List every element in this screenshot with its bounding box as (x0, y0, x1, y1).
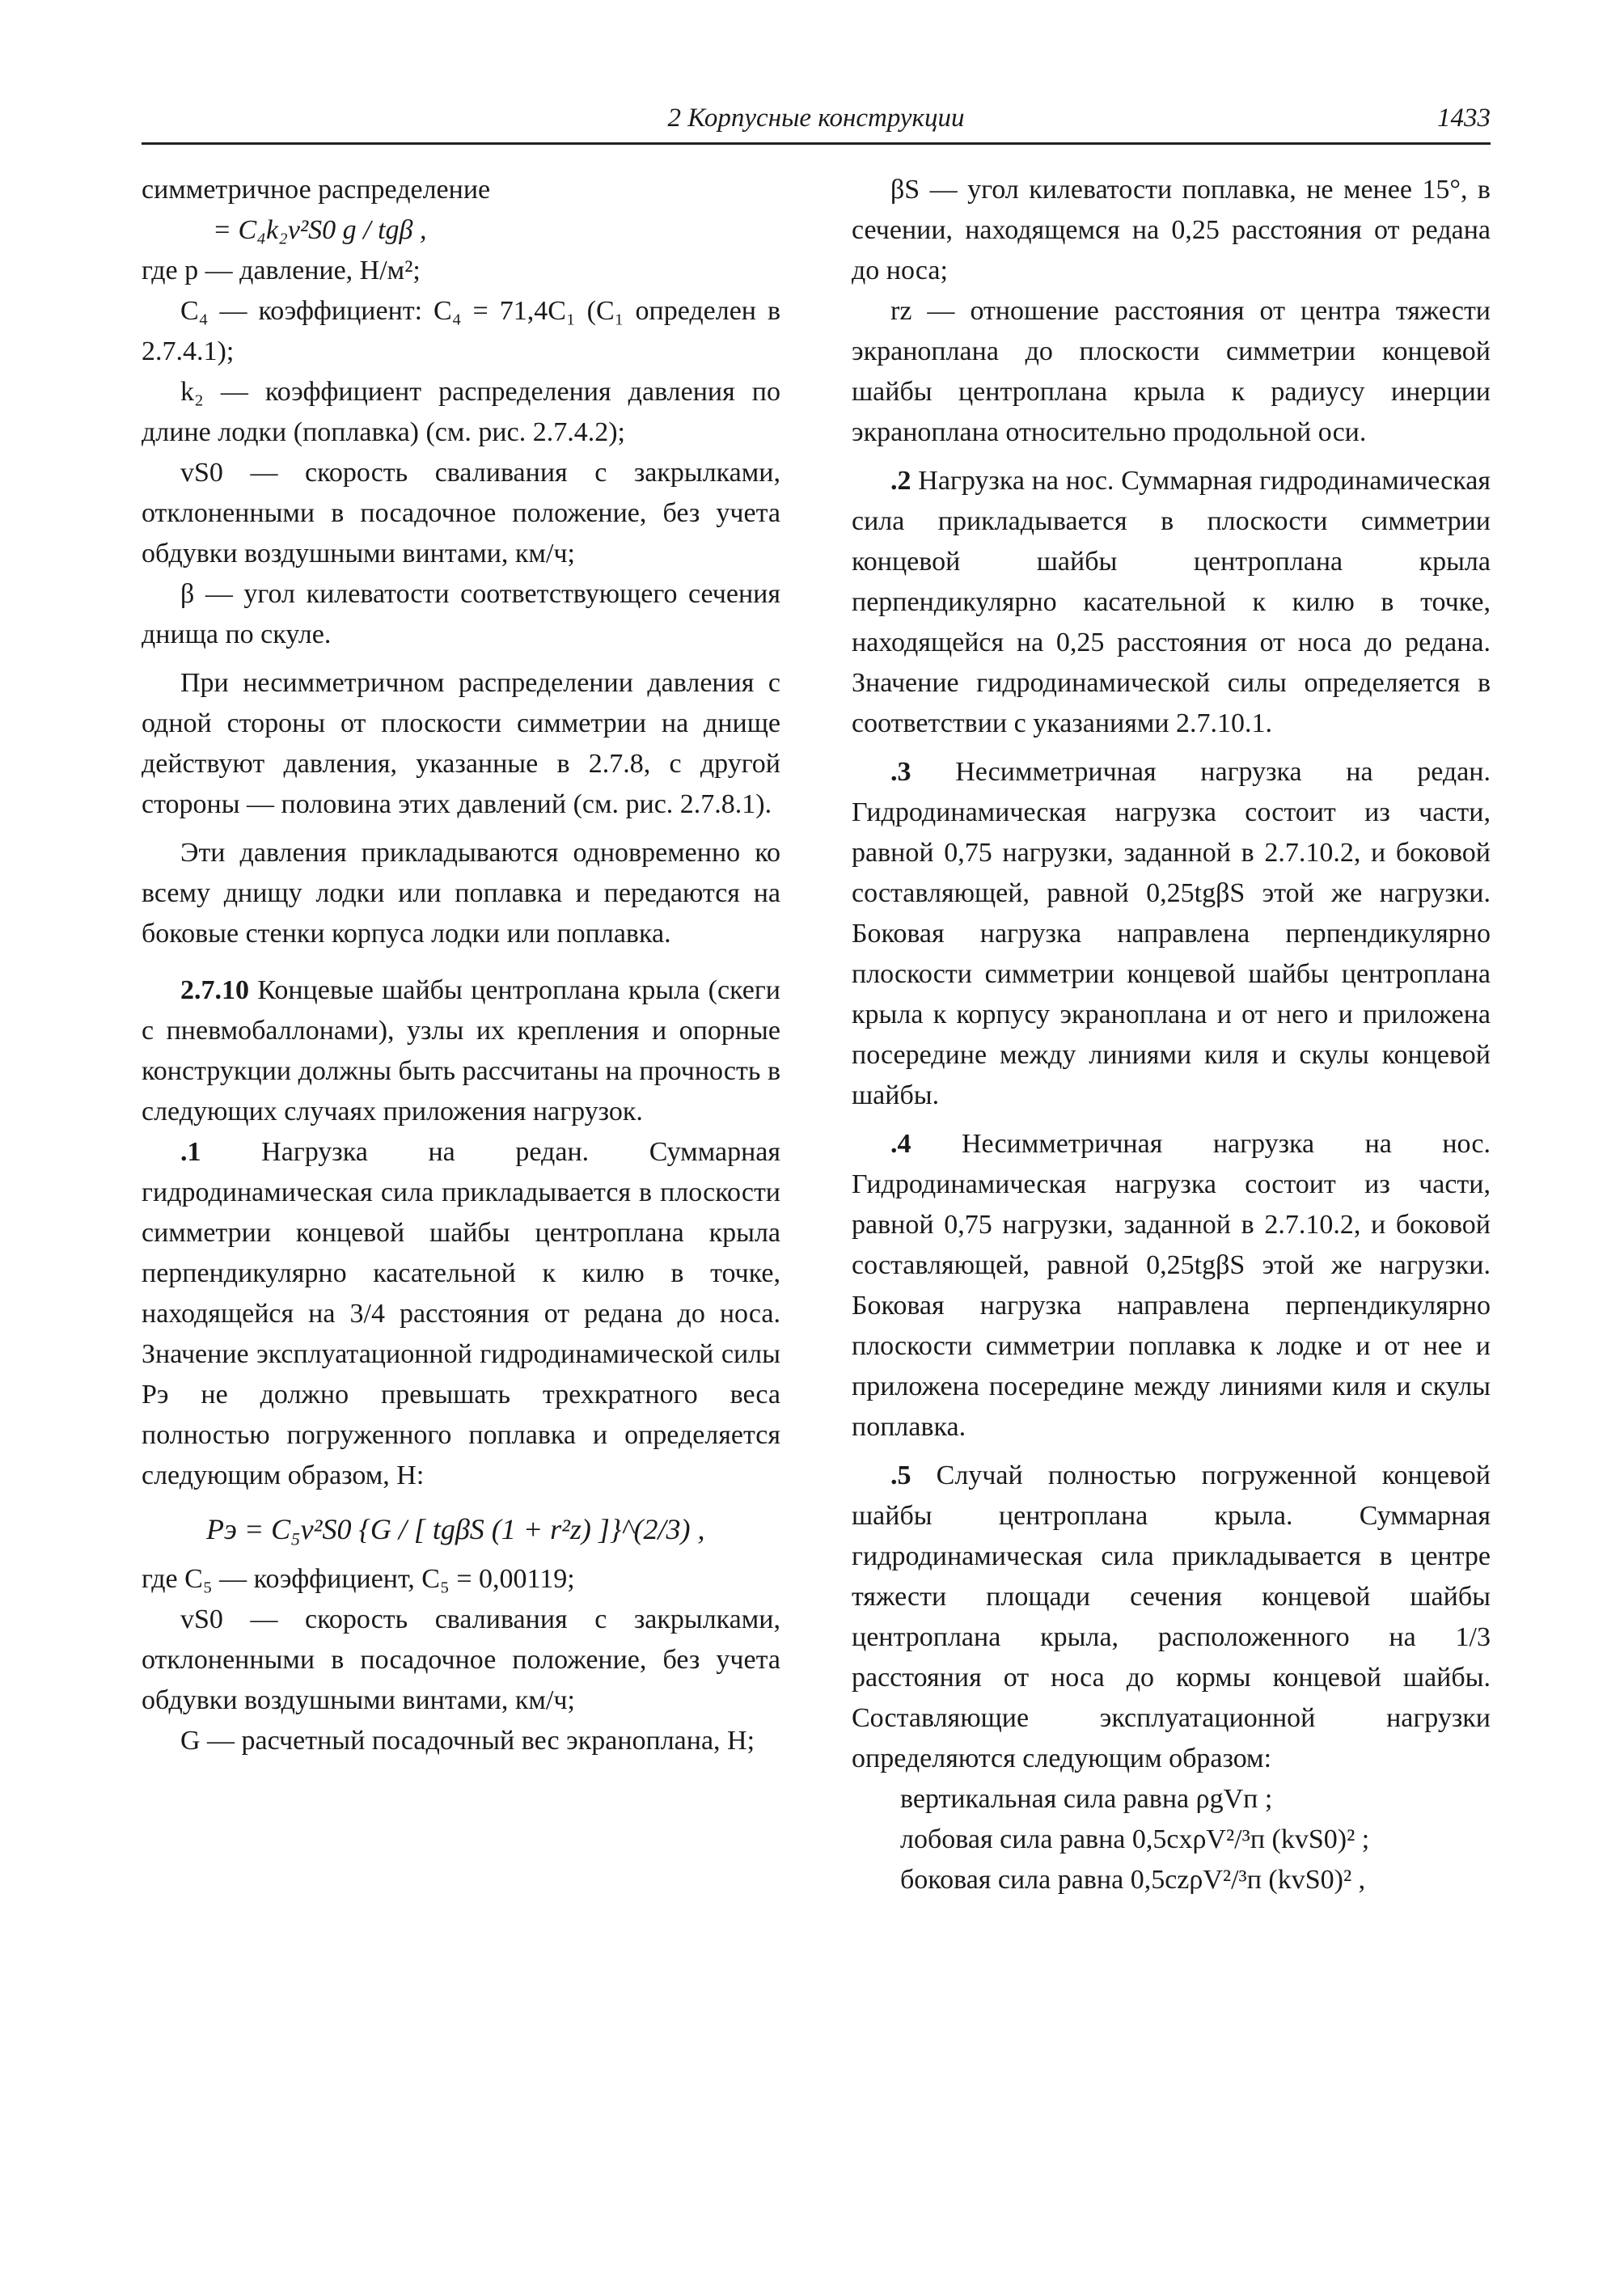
right-column (852, 170, 1491, 1900)
item-number: .5 (890, 1460, 911, 1490)
item-number: .3 (890, 757, 911, 787)
page-number: 1433 (1437, 104, 1491, 133)
item-number: .1 (180, 1137, 201, 1167)
formula-pressure: = C₄k₂v²S0 g / tgβ , (213, 215, 427, 245)
paragraph: C₄ — коэффициент: C₄ = 71,4C₁ (C₁ определен в 2.7.4.1); (142, 296, 780, 366)
vertical-force-line: вертикальная сила равна ρgVп ; (900, 1784, 1273, 1814)
paragraph: β — угол килеватости соответствующего сечения днища по скуле. (142, 579, 780, 649)
running-title: 2 Корпусные конструкции (667, 104, 965, 133)
paragraph: βS — угол килеватости поплавка, не менее 15°, в сечении, находящемся на 0,25 расстояния от редана до носа; (852, 175, 1491, 285)
paragraph: где p — давление, Н/м²; (142, 256, 421, 285)
paragraph: При несимметричном распределении давления с одной стороны от плоскости симметрии на днище действуют давления, указанные в 2.7.8, с другой стороны — половина этих давлений (см. рис. 2.7.8.1). (142, 668, 780, 819)
paragraph: vS0 — скорость сваливания с закрылками, отклоненными в посадочное положение, без учета обдувки воздушными винтами, км/ч; (142, 458, 780, 569)
paragraph: симметричное распределение (142, 175, 491, 205)
paragraph: vS0 — скорость сваливания с закрылками, отклоненными в посадочное положение, без учета обдувки воздушными винтами, км/ч; (142, 1604, 780, 1715)
item-4: .4 Несимметричная нагрузка на нос. Гидродинамическая нагрузка состоит из части, равной 0,75 нагрузки, заданной в 2.7.10.2, и боковой составляющей, равной 0,25tgβS этой же нагрузки. Боковая нагрузка направлена перпендикулярно плоскости симметрии поплавка к лодке и от нее и приложена посередине между линиями киля и скулы поплавка. (852, 1129, 1491, 1442)
item-number: .2 (890, 466, 911, 496)
page-header (142, 100, 1491, 145)
paragraph: k₂ — коэффициент распределения давления по длине лодки (поплавка) (см. рис. 2.7.4.2); (142, 377, 780, 447)
section-number: 2.7.10 (180, 975, 249, 1005)
side-force-line: боковая сила равна 0,5czρV²/³п (kvS0)² , (900, 1865, 1366, 1895)
item-number: .4 (890, 1129, 911, 1159)
paragraph: Эти давления прикладываются одновременно ко всему днищу лодки или поплавка и передаются на боковые стенки корпуса лодки или поплавка. (142, 838, 780, 949)
paragraph: G — расчетный посадочный вес экраноплана, Н; (180, 1726, 755, 1756)
left-column (142, 170, 780, 1761)
formula-hydrodynamic-force: Pэ = C₅v²S0 {G / [ tgβS (1 + r²z) ]}^(2/3) , (206, 1513, 705, 1545)
paragraph: где C₅ — коэффициент, C₅ = 0,00119; (142, 1564, 575, 1594)
section-2-7-10: 2.7.10 Концевые шайбы центроплана крыла (скеги с пневмобаллонами), узлы их крепления и опорные конструкции должны быть рассчитаны на прочность в следующих случаях приложения нагрузок. (142, 975, 780, 1126)
item-3: .3 Несимметричная нагрузка на редан. Гидродинамическая нагрузка состоит из части, равной 0,75 нагрузки, заданной в 2.7.10.2, и боковой составляющей, равной 0,25tgβS этой же нагрузки. Боковая нагрузка направлена перпендикулярно плоскости симметрии концевой шайбы центроплана крыла к корпусу экраноплана и от него и приложена посередине между линиями киля и скулы концевой шайбы. (852, 757, 1491, 1110)
drag-force-line: лобовая сила равна 0,5cxρV²/³п (kvS0)² ; (900, 1824, 1370, 1854)
item-2: .2 Нагрузка на нос. Суммарная гидродинамическая сила прикладывается в плоскости симметрии концевой шайбы центроплана крыла перпендикулярно касательной к килю в точке, находящейся на 0,25 расстояния от носа до редана. Значение гидродинамической силы определяется в соответствии с указаниями 2.7.10.1. (852, 466, 1491, 738)
item-5: .5 Случай полностью погруженной концевой шайбы центроплана крыла. Суммарная гидродинамическая сила прикладывается в центре тяжести площади сечения концевой шайбы центроплана крыла, расположенного на 1/3 расстояния от носа до кормы концевой шайбы. Составляющие эксплуатационной нагрузки определяются следующим образом: (852, 1460, 1491, 1773)
item-1: .1 Нагрузка на редан. Суммарная гидродинамическая сила прикладывается в плоскости симметрии концевой шайбы центроплана крыла перпендикулярно касательной к килю в точке, находящейся на 3/4 расстояния от редана до носа. Значение эксплуатационной гидродинамической силы Pэ не должно превышать трехкратного веса полностью погруженного поплавка и определяется следующим образом, Н: (142, 1137, 780, 1490)
paragraph: rz — отношение расстояния от центра тяжести экраноплана до плоскости симметрии концевой шайбы центроплана крыла к радиусу инерции экраноплана относительно продольной оси. (852, 296, 1491, 447)
